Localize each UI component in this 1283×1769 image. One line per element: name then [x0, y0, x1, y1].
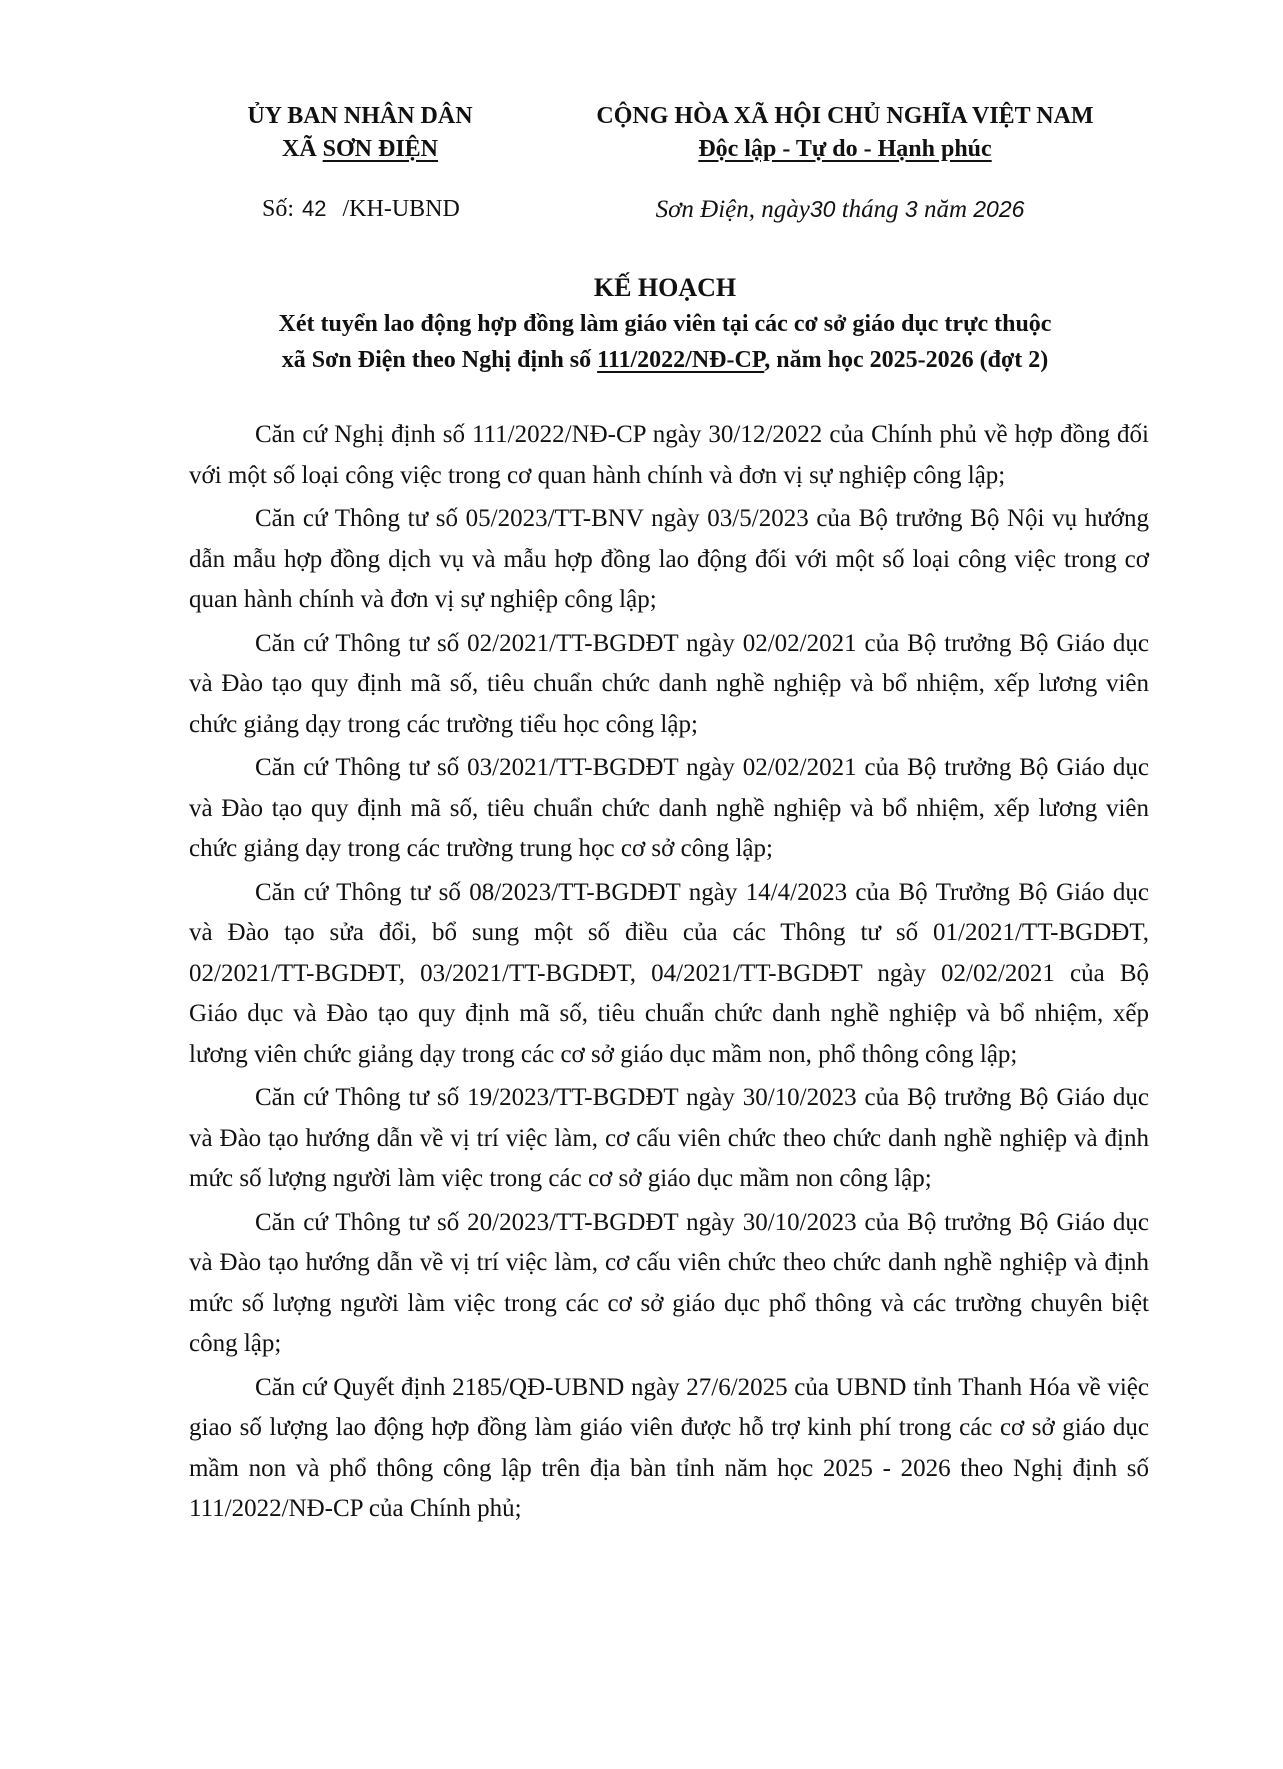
subtitle-prefix: xã Sơn Điện theo Nghị định số [281, 347, 598, 373]
authority-line1: ỦY BAN NHÂN DÂN [247, 103, 473, 129]
motto: Độc lập - Tự do - Hạnh phúc [698, 136, 992, 162]
date-month: 3 [904, 196, 918, 222]
authority-commune-name: SƠN ĐIỆN [322, 136, 439, 162]
date-day: 30 [809, 196, 836, 222]
legal-basis-paragraph: Căn cứ Thông tư số 19/2023/TT-BGDĐT ngày 30/10/2023 của Bộ trưởng Bộ Giáo dục và Đào tạo hướng dẫn về vị trí việc làm, cơ cấu viên chức theo chức danh nghề nghiệp và định mức số lượng người làm việc trong các cơ sở giáo dục mầm non công lập; [189, 1084, 1149, 1192]
legal-basis-paragraph: Căn cứ Thông tư số 02/2021/TT-BGDĐT ngày 02/02/2021 của Bộ trưởng Bộ Giáo dục và Đào tạo quy định mã số, tiêu chuẩn chức danh nghề nghiệp và bổ nhiệm, xếp lương viên chức giảng dạy trong các trường tiểu học công lập; [189, 629, 1149, 738]
doc-number-prefix: Số: [262, 196, 295, 222]
country-name: CỘNG HÒA XÃ HỘI CHỦ NGHĨA VIỆT NAM [596, 103, 1094, 129]
date-place: Sơn Điện, ngày [655, 196, 810, 223]
title-subtitle-line2 [170, 342, 1160, 378]
document-title [170, 270, 1160, 378]
subtitle-suffix: , năm học 2025-2026 (đợt 2) [764, 347, 1049, 373]
document-date [605, 196, 1075, 224]
document-body [189, 415, 1149, 1533]
national-motto [555, 100, 1135, 166]
title-subtitle-line1: Xét tuyển lao động hợp đồng làm giáo viên tại các cơ sở giáo dục trực thuộc [278, 311, 1052, 337]
legal-basis-paragraph: Căn cứ Nghị định số 111/2022/NĐ-CP ngày 30/12/2022 của Chính phủ về hợp đồng đối với một số loại công việc trong cơ quan hành chính và đơn vị sự nghiệp công lập; [189, 421, 1149, 489]
legal-basis-paragraph: Căn cứ Thông tư số 20/2023/TT-BGDĐT ngày 30/10/2023 của Bộ trưởng Bộ Giáo dục và Đào tạo hướng dẫn về vị trí việc làm, cơ cấu viên chức theo chức danh nghề nghiệp và định mức số lượng người làm việc trong các cơ sở giáo dục phổ thông và các trường chuyên biệt công lập; [189, 1208, 1149, 1357]
title-main: KẾ HOẠCH [593, 273, 737, 302]
legal-basis-paragraph: Căn cứ Thông tư số 05/2023/TT-BNV ngày 03/5/2023 của Bộ trưởng Bộ Nội vụ hướng dẫn mẫu hợp đồng dịch vụ và mẫu hợp đồng lao động đối với một số loại công việc trong cơ quan hành chính và đơn vị sự nghiệp công lập; [189, 505, 1149, 613]
doc-number-suffix: /KH-UBND [342, 196, 460, 222]
document-number [262, 196, 460, 223]
legal-basis-paragraph: Căn cứ Thông tư số 03/2021/TT-BGDĐT ngày 02/02/2021 của Bộ trưởng Bộ Giáo dục và Đào tạo quy định mã số, tiêu chuẩn chức danh nghề nghiệp và bổ nhiệm, xếp lương viên chức giảng dạy trong các trường trung học cơ sở công lập; [189, 754, 1149, 862]
issuing-authority [170, 100, 550, 166]
doc-number-value: 42 [302, 196, 327, 221]
authority-line2-prefix: XÃ [281, 136, 323, 162]
decree-number: 111/2022/NĐ-CP [597, 347, 765, 373]
legal-basis-paragraph: Căn cứ Quyết định 2185/QĐ-UBND ngày 27/6/2025 của UBND tỉnh Thanh Hóa về việc giao số lượng lao động hợp đồng làm giáo viên được hỗ trợ kinh phí trong các cơ sở giáo dục mầm non và phổ thông công lập trên địa bàn tỉnh năm học 2025 - 2026 theo Nghị định số 111/2022/NĐ-CP của Chính phủ; [189, 1373, 1149, 1522]
legal-basis-paragraph: Căn cứ Thông tư số 08/2023/TT-BGDĐT ngày 14/4/2023 của Bộ Trưởng Bộ Giáo dục và Đào tạo sửa đổi, bổ sung một số điều của các Thông tư số 01/2021/TT-BGDĐT, 02/2021/TT-BGDĐT, 03/2021/TT-BGDĐT, 04/2021/TT-BGDĐT ngày 02/02/2021 của Bộ Giáo dục và Đào tạo quy định mã số, tiêu chuẩn chức danh nghề nghiệp và bổ nhiệm, xếp lương viên chức giảng dạy trong các cơ sở giáo dục mầm non, phổ thông công lập; [189, 878, 1149, 1068]
authority-line2 [170, 133, 550, 166]
date-year: 2026 [973, 196, 1025, 222]
date-month-label: tháng [841, 196, 899, 223]
date-year-label: năm [923, 196, 968, 223]
